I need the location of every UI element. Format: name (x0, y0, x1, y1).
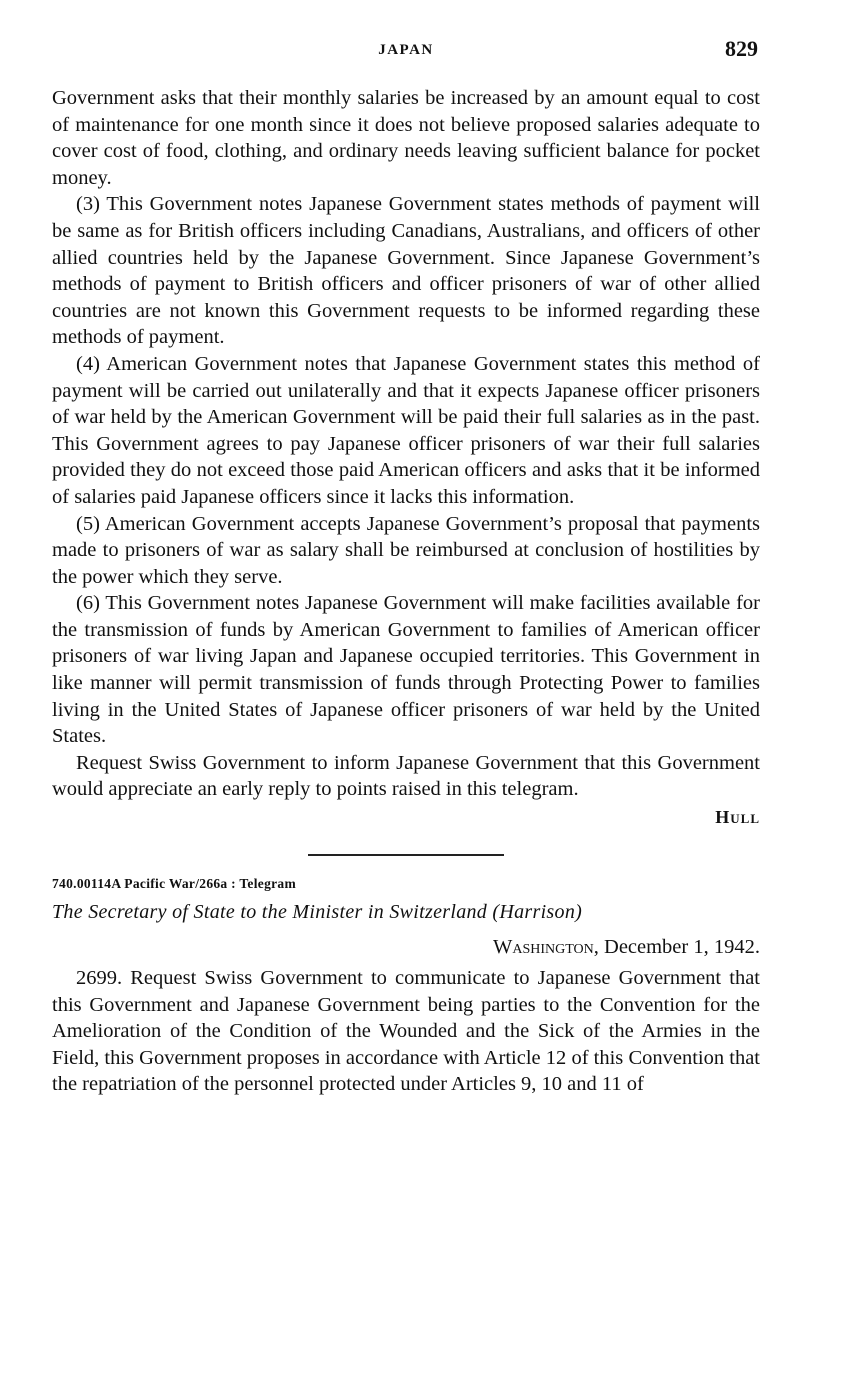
page-number: 829 (725, 36, 758, 61)
signature-hull: Hull (715, 807, 760, 828)
file-reference: 740.00114A Pacific War/266a : Telegram (52, 876, 297, 892)
section-divider (308, 854, 504, 856)
paragraph-continuation: Government asks that their monthly salaries be increased by an amount equal to cost of maintenance for one month since it does not believe proposed salaries adequate to cover cost of food, clothing, and ordinary needs leaving sufficient balance for pocket money. (52, 87, 760, 189)
paragraph-point-3: (3) This Government notes Japanese Government states methods of payment will be same as for British officers including Canadians, Australians, and officers of other allied countries held by the Japanese Government. Since Japanese Government’s methods of payment to British officers and officer prisoners of war of other allied countries are not known this Government requests to be informed regarding these methods of payment. (52, 193, 760, 349)
dateline-date: , December 1, 1942. (593, 936, 760, 959)
running-head: JAPAN (378, 42, 434, 58)
document-title: The Secretary of State to the Minister in Switzerland (Harrison) (52, 901, 583, 924)
dateline (52, 936, 760, 959)
page-header (52, 36, 760, 66)
telegram-body: 2699. Request Swiss Government to communicate to Japanese Government that this Government and Japanese Government being parties to the Convention for the Amelioration of the Condition of the Wounded and the Sick of the Armies in the Field, this Government proposes in accordance with Article 12 of this Convention that the repatriation of the personnel protected under Articles 9, 10 and 11 of (52, 967, 760, 1096)
paragraph-point-4: (4) American Government notes that Japanese Government states this method of payment will be carried out unilaterally and that it expects Japanese officer prisoners of war held by the American Government will be paid their full salaries as in the past. This Government agrees to pay Japanese officer prisoners of war their full salaries provided they do not exceed those paid American officers and asks that it be informed of salaries paid Japanese officers since it lacks this information. (52, 352, 760, 508)
paragraph-point-5: (5) American Government accepts Japanese Government’s proposal that payments made to prisoners of war as salary shall be reimbursed at conclusion of hostilities by the power which they serve. (52, 512, 760, 588)
dateline-place: Washington (493, 936, 594, 959)
page-body (52, 85, 760, 1098)
paragraph-point-6: (6) This Government notes Japanese Government will make facilities available for the transmission of funds by American Government to families of American officer prisoners of war living Japan and Japanese occupied territories. This Government in like manner will permit transmission of funds through Protecting Power to families living in the United States of Japanese officer prisoners of war held by the United States. (52, 592, 760, 748)
paragraph-request: Request Swiss Government to inform Japanese Government that this Government would appreciate an early reply to points raised in this telegram. (52, 751, 760, 801)
